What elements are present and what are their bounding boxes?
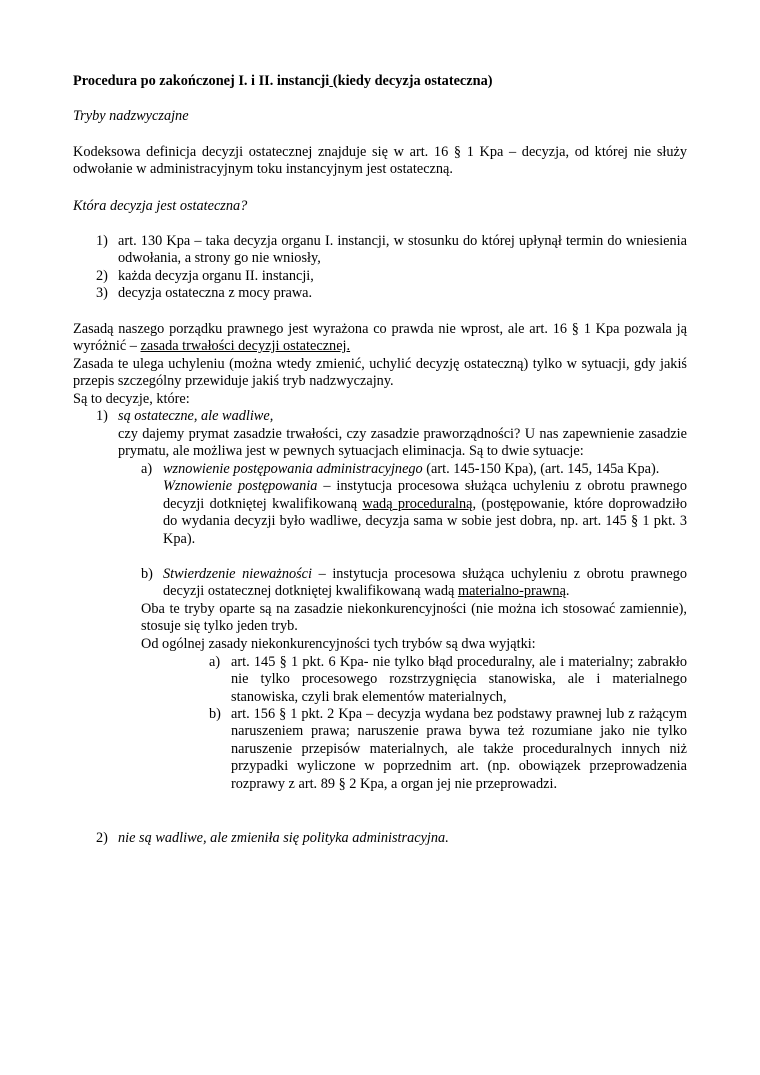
list-item — [73, 408, 687, 425]
item-b-def-text: – instytucja procesowa służąca uchyleniu z obrotu prawnego decyzji ostatecznej dotkniętej kwalifikowaną wadą — [163, 566, 688, 600]
list-item-number: b) — [141, 566, 153, 582]
principle-text: Zasadą naszego porządku prawnego jest wyrażona co prawda nie wprost, ale art. 16 § 1 Kpa pozwala ją wyróżnić – — [73, 321, 687, 355]
list-item-number: 1) — [96, 408, 108, 424]
list-item — [73, 830, 687, 847]
list-item — [186, 706, 687, 793]
list-item-text: art. 156 § 1 pkt. 2 Kpa – decyzja wydana bez podstawy prawnej lub z rażącym naruszeniem prawa; naruszenie prawa bywa też rozumiane jako nie tylko naruszenie przepisów materialnych, ale także proceduralnych innych niż przypadki wyliczone w poprzednim art. (np. obowiązek przeprowadzenia rozprawy z art. 89 § 2 Kpa, a organ jej nie przeprowadzi. — [231, 706, 687, 792]
list-item — [118, 566, 687, 601]
title-main: Procedura po zakończonej I. i II. instancji — [73, 73, 330, 89]
item-a-heading — [163, 461, 687, 478]
item-a-def-term: Wznowienie postępowania — [163, 478, 318, 495]
list-item-number: a) — [209, 654, 221, 670]
non-competition-note: Oba te tryby oparte są na zasadzie niekonkurencyjności (nie można ich stosować zamiennie), stosuje się tylko jeden tryb. — [141, 601, 687, 635]
item-a-def-tail: , (postępowanie, które doprowadziło do wydania decyzji było wadliwe, decyzja sama w sobie jest dobra, np. art. 145 § 1 pkt. 3 Kpa). — [163, 495, 688, 547]
list-item — [186, 654, 687, 706]
item-a-def-underlined: wadą proceduralną — [362, 495, 473, 512]
list-item-text: nie są wadliwe, ale zmieniła się polityka administracyjna. — [118, 830, 449, 846]
list-item-text: art. 130 Kpa – taka decyzja organu I. instancji, w stosunku do której upłynął termin do wniesienia odwołania, a strony go nie wniosły, — [118, 233, 687, 267]
intro-line: Są to decyzje, które: — [73, 391, 190, 407]
document-title — [73, 73, 693, 90]
list-item — [73, 268, 687, 285]
item-a-def-text: – instytucja procesowa służąca uchyleniu z obrotu prawnego decyzji dotkniętej kwalifikowaną — [163, 478, 687, 512]
item-a-definition — [163, 478, 687, 548]
item-a-refs: (art. 145-150 Kpa), (art. 145, 145a Kpa). — [422, 461, 660, 477]
item-b-tail: . — [565, 583, 570, 600]
item-b-underlined: materialno-prawną — [457, 583, 566, 600]
item1-text: czy dajemy prymat zasadzie trwałości, czy zasadzie praworządności? U nas zapewnienie zasadzie prymatu, ale możliwa jest w pewnych sytuacjach eliminacja. Są to dwie sytuacje: — [118, 426, 687, 460]
list-item — [73, 285, 687, 302]
list-item-number: 2) — [96, 268, 108, 284]
list-item-number: a) — [141, 461, 153, 477]
list-item — [118, 461, 687, 548]
item-a-title: wznowienie postępowania administracyjnego — [163, 461, 423, 477]
definition-paragraph: Kodeksowa definicja decyzji ostatecznej znajduje się w art. 16 § 1 Kpa – decyzja, od której nie służy odwołanie w administracyjnym toku instancyjnym jest ostateczną. — [73, 144, 687, 178]
list-item-text: decyzja ostateczna z mocy prawa. — [118, 285, 313, 301]
item-a-content — [163, 461, 687, 548]
list-item-text: każda decyzja organu II. instancji, — [118, 268, 314, 284]
title-tail: (kiedy decyzja ostateczna) — [332, 73, 493, 89]
exception-paragraph: Zasada te ulega uchyleniu (można wtedy zmienić, uchylić decyzję ostateczną) tylko w sytuacji, gdy jakiś przepis szczególny przewiduje jakiś tryb nadzwyczajny. — [73, 356, 687, 390]
subtitle: Tryby nadzwyczajne — [73, 108, 189, 124]
principle-underlined: zasada trwałości decyzji ostatecznej. — [140, 338, 351, 355]
list-item — [73, 233, 687, 268]
exceptions-intro: Od ogólnej zasady niekonkurencyjności tych trybów są dwa wyjątki: — [141, 636, 536, 652]
list-item-number: 1) — [96, 233, 108, 249]
item-b-text — [163, 566, 687, 601]
list-item-text: art. 145 § 1 pkt. 6 Kpa- nie tylko błąd proceduralny, ale i materialny; zabrakło nie tylko procesowego rozstrzygnięcia stanowiska, ale i materialnego stanowiska, czyli brak elementów materialnych, — [231, 654, 687, 705]
item-b-title: Stwierdzenie nieważności — [163, 566, 313, 582]
list-item-heading: są ostateczne, ale wadliwe, — [118, 408, 274, 424]
principle-paragraph — [73, 321, 687, 356]
question-heading: Która decyzja jest ostateczna? — [73, 198, 248, 214]
list-item-number: b) — [209, 706, 221, 722]
list-item-number: 3) — [96, 285, 108, 301]
list-item-number: 2) — [96, 830, 108, 846]
